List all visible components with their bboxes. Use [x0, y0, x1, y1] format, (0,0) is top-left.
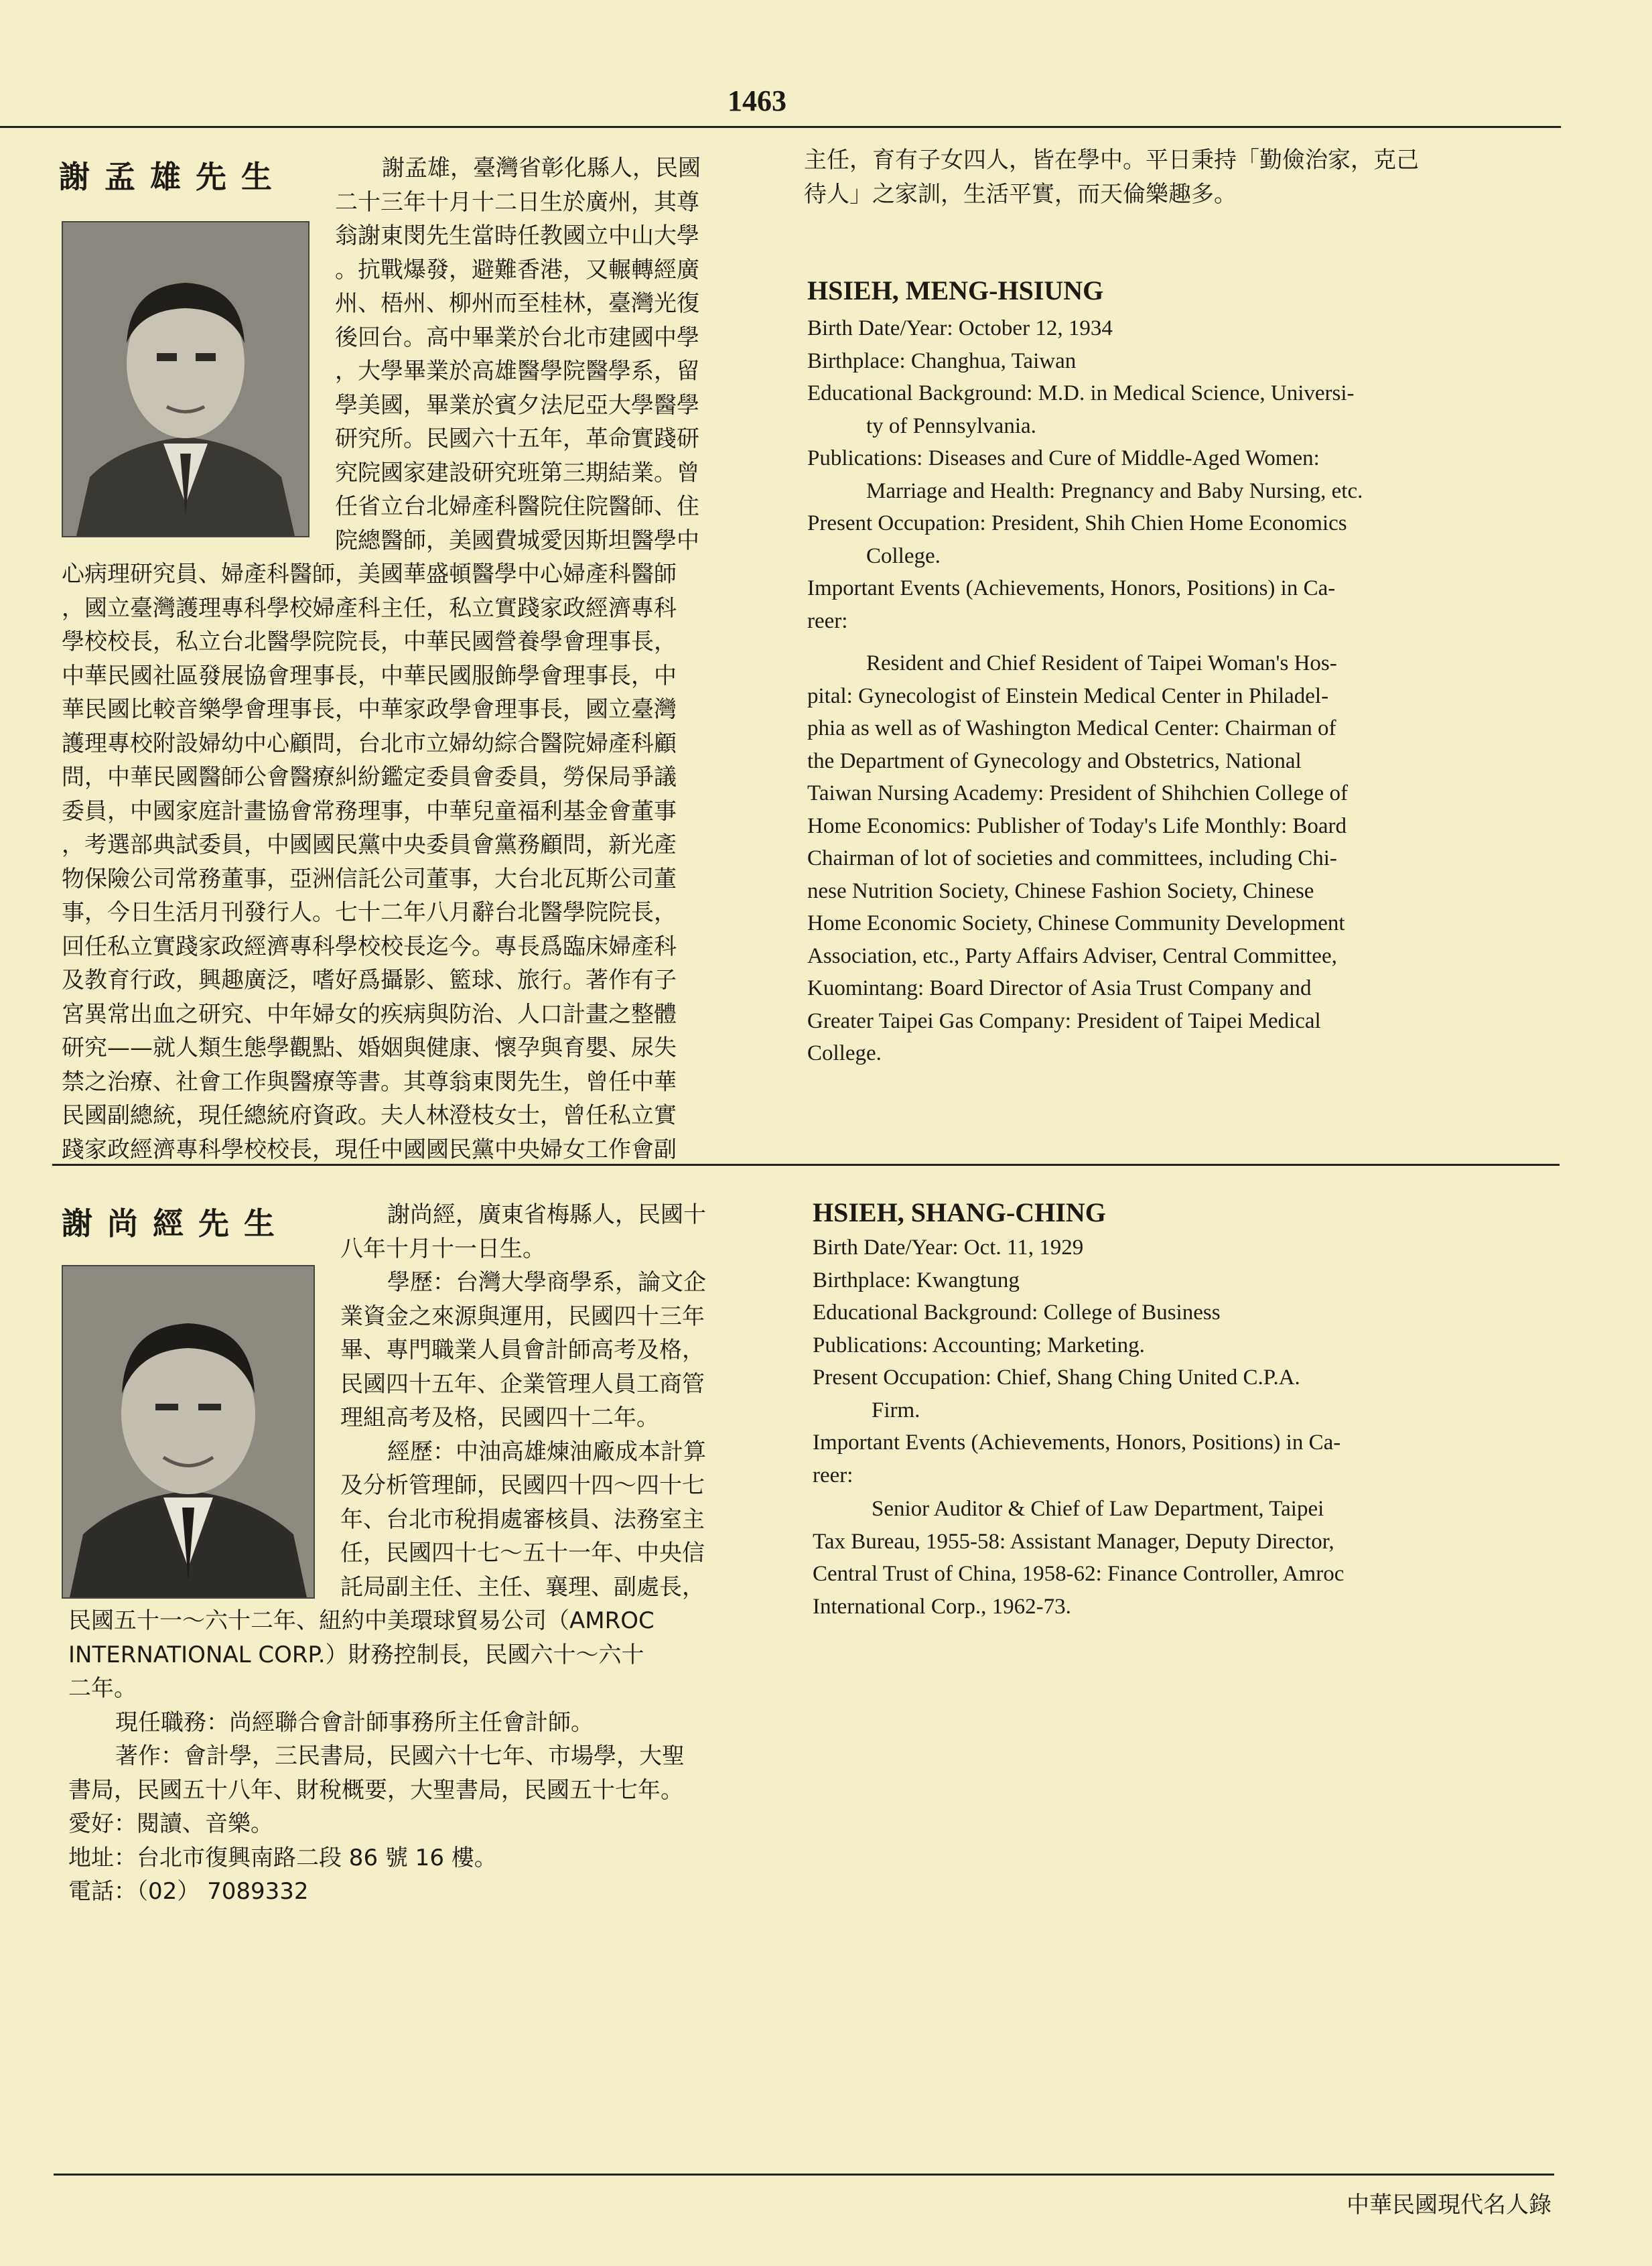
career-line: College.: [807, 1041, 882, 1065]
bio-line: ，大學畢業於高雄醫學院醫學系，留: [335, 358, 699, 385]
footer-rule: [54, 2174, 1554, 2176]
detail-line: reer:: [813, 1463, 853, 1487]
bio-line: 託局副主任、主任、襄理、副處長，: [340, 1573, 705, 1601]
career-line: Central Trust of China, 1958-62: Finance Controller, Amroc: [813, 1562, 1345, 1586]
bio-line: 畢、專門職業人員會計師高考及格，: [340, 1337, 705, 1363]
bio-line: 學美國，畢業於賓夕法尼亞大學醫學: [335, 391, 699, 419]
bio-line: 待人」之家訓，生活平實，而天倫樂趣多。: [804, 180, 1237, 208]
bio-line: 委員，中國家庭計畫協會常務理事，中華兒童福利基金會董事: [62, 797, 677, 825]
detail-line: Present Occupation: President, Shih Chien Home Economics: [807, 511, 1347, 535]
book-title-footer: 中華民國現代名人錄: [1347, 2192, 1552, 2218]
career-line: Home Economic Society, Chinese Community Development: [807, 911, 1345, 935]
bio-line: ，考選部典試委員，中國國民黨中央委員會黨務顧問，新光產: [62, 831, 677, 858]
detail-line: Publications: Diseases and Cure of Middle-Aged Women:: [807, 446, 1320, 470]
career-line: Senior Auditor & Chief of Law Department, Taipei: [872, 1497, 1324, 1521]
portrait-figure-icon: [63, 1266, 314, 1597]
bio-line: 電話：（02） 7089332: [68, 1878, 309, 1905]
detail-line: Birthplace: Changhua, Taiwan: [807, 348, 1077, 373]
detail-line: Important Events (Achievements, Honors, Positions) in Ca-: [807, 576, 1336, 600]
bio-line: 謝孟雄，臺灣省彰化縣人，民國: [382, 155, 701, 182]
career-line: Taiwan Nursing Academy: President of Shihchien College of: [807, 781, 1348, 805]
detail-line: Educational Background: M.D. in Medical Science, Universi-: [807, 381, 1355, 405]
bio-line: 學校校長，私立台北醫學院院長，中華民國營養學會理事長，: [62, 628, 677, 655]
bio-line: 華民國比較音樂學會理事長，中華家政學會理事長，國立臺灣: [62, 696, 677, 723]
bio-line: 心病理研究員、婦產科醫師，美國華盛頓醫學中心婦產科醫師: [62, 561, 677, 588]
bio-line: 州、梧州、柳州而至桂林，臺灣光復: [335, 290, 699, 317]
bio-line: 年、台北市稅捐處審核員、法務室主: [340, 1506, 705, 1533]
bio-line: 翁謝東閔先生當時任教國立中山大學: [335, 222, 699, 249]
entry1-bio-zh-continued: [804, 143, 1419, 211]
entry1-portrait-photo: [62, 221, 309, 537]
bio-line: 後回台。高中畢業於台北市建國中學: [335, 324, 699, 351]
career-line: Greater Taipei Gas Company: President of Taipei Medical: [807, 1008, 1321, 1033]
bio-line: 及分析管理師，民國四十四～四十七: [340, 1472, 705, 1499]
bio-line: 現任職務：尚經聯合會計師事務所主任會計師。: [115, 1709, 594, 1736]
entry1-en-details: [807, 312, 1363, 637]
bio-line: 研究——就人類生態學觀點、婚姻與健康、懷孕與育嬰、尿失: [62, 1035, 677, 1061]
bio-line: INTERNATIONAL CORP.）財務控制長，民國六十～六十: [68, 1641, 644, 1668]
bio-line: 究院國家建設研究班第三期結業。曾: [335, 459, 699, 486]
bio-line: ，國立臺灣護理專科學校婦產科主任，私立實踐家政經濟專科: [62, 594, 677, 622]
bio-line: 二年。: [68, 1675, 137, 1702]
bio-line: 任，民國四十七～五十一年、中央信: [340, 1540, 705, 1567]
bio-line: 地址：台北市復興南路二段 86 號 16 樓。: [68, 1844, 497, 1871]
detail-line: Important Events (Achievements, Honors, Positions) in Ca-: [813, 1430, 1341, 1455]
bio-line: 著作：會計學，三民書局，民國六十七年、市場學，大聖: [115, 1743, 685, 1770]
detail-line: ty of Pennsylvania.: [866, 413, 1036, 438]
bio-line: 八年十月十一日生。: [340, 1235, 545, 1262]
detail-line: Birth Date/Year: October 12, 1934: [807, 316, 1113, 340]
entry2-bio-zh-wide: [68, 1604, 685, 1909]
bio-line: 及教育行政，興趣廣泛，嗜好爲攝影、籃球、旅行。著作有子: [62, 967, 677, 994]
bio-line: 任省立台北婦產科醫院住院醫師、住: [335, 493, 699, 520]
page-number: 1463: [728, 84, 786, 117]
bio-line: 民國五十一～六十二年、紐約中美環球貿易公司（AMROC: [68, 1607, 655, 1634]
detail-line: Birth Date/Year: Oct. 11, 1929: [813, 1236, 1084, 1260]
entry2-en-career: [813, 1493, 1344, 1623]
bio-line: 經歷：中油高雄煉油廠成本計算: [387, 1438, 706, 1465]
career-line: Home Economics: Publisher of Today's Life Monthly: Board: [807, 813, 1347, 838]
career-line: Association, etc., Party Affairs Adviser, Central Committee,: [807, 943, 1337, 968]
entry1-bio-zh-narrow: [335, 151, 701, 557]
bio-line: 謝尚經，廣東省梅縣人，民國十: [387, 1201, 706, 1228]
detail-line: Firm.: [872, 1398, 920, 1422]
bio-line: 二十三年十月十二日生於廣州，其尊: [335, 188, 699, 216]
entry2-name-en: HSIEH, SHANG-CHING: [813, 1197, 1106, 1227]
detail-line: Educational Background: College of Business: [813, 1301, 1221, 1325]
career-line: nese Nutrition Society, Chinese Fashion Society, Chinese: [807, 878, 1314, 903]
bio-line: 。抗戰爆發，避難香港，又輾轉經廣: [335, 256, 699, 283]
bio-line: 理組高考及格，民國四十二年。: [340, 1404, 659, 1431]
bio-line: 護理專校附設婦幼中心顧問，台北市立婦幼綜合醫院婦產科顧: [62, 730, 677, 757]
detail-line: Present Occupation: Chief, Shang Ching United C.P.A.: [813, 1365, 1300, 1390]
entry1-bio-zh-wide: [62, 557, 677, 1167]
entry1-name-zh: 謝孟雄先生: [59, 159, 287, 195]
bio-line: 事，今日生活月刊發行人。七十二年八月辭台北醫學院院長，: [62, 899, 677, 926]
bio-line: 民國四十五年、企業管理人員工商管: [340, 1370, 705, 1398]
detail-line: reer:: [807, 608, 848, 633]
bio-line: 業資金之來源與運用，民國四十三年: [340, 1303, 705, 1330]
career-line: Kuomintang: Board Director of Asia Trust Company and: [807, 976, 1312, 1000]
career-line: Tax Bureau, 1955-58: Assistant Manager, Deputy Director,: [813, 1529, 1334, 1554]
entry2-en-details: [813, 1231, 1340, 1491]
bio-line: 研究所。民國六十五年，革命實踐研: [335, 425, 699, 452]
detail-line: College.: [866, 543, 941, 568]
bio-line: 民國副總統，現任總統府資政。夫人林澄枝女士，曾任私立實: [62, 1102, 677, 1129]
entry2-bio-zh-narrow: [340, 1198, 706, 1604]
bio-line: 學歷：台灣大學商學系，論文企: [387, 1269, 706, 1296]
bio-line: 主任，育有子女四人，皆在學中。平日秉持「勤儉治家，克己: [804, 147, 1419, 174]
entry2-portrait-photo: [62, 1265, 315, 1599]
portrait-figure-icon: [63, 222, 308, 536]
bio-line: 愛好：閱讀、音樂。: [68, 1810, 273, 1837]
bio-line: 禁之治療、社會工作與醫療等書。其尊翁東閔先生，曾任中華: [62, 1068, 677, 1095]
detail-line: Birthplace: Kwangtung: [813, 1268, 1020, 1292]
detail-line: Marriage and Health: Pregnancy and Baby Nursing, etc.: [866, 478, 1363, 503]
career-line: Resident and Chief Resident of Taipei Woman's Hos-: [866, 651, 1337, 675]
career-line: Chairman of lot of societies and committees, including Chi-: [807, 846, 1337, 870]
entry1-en-career: [807, 647, 1348, 1070]
entry1-name-en: HSIEH, MENG-HSIUNG: [807, 275, 1104, 306]
entry2-name-zh: 謝尚經先生: [62, 1205, 289, 1242]
top-rule: [0, 126, 1561, 128]
bio-line: 院總醫師，美國費城愛因斯坦醫學中: [335, 527, 699, 554]
bio-line: 中華民國社區發展協會理事長，中華民國服飾學會理事長，中: [62, 662, 677, 689]
bio-line: 書局，民國五十八年、財稅概要，大聖書局，民國五十七年。: [68, 1776, 683, 1804]
bio-line: 問，中華民國醫師公會醫療糾紛鑑定委員會委員，勞保局爭議: [62, 764, 677, 791]
bio-line: 回任私立實踐家政經濟專科學校校長迄今。專長爲臨床婦產科: [62, 933, 677, 960]
detail-line: Publications: Accounting; Marketing.: [813, 1333, 1145, 1357]
career-line: phia as well as of Washington Medical Center: Chairman of: [807, 716, 1336, 740]
career-line: the Department of Gynecology and Obstetrics, National: [807, 748, 1302, 773]
bio-line: 宮異常出血之研究、中年婦女的疾病與防治、人口計畫之整體: [62, 1000, 677, 1028]
career-line: International Corp., 1962-73.: [813, 1594, 1071, 1619]
bio-line: 踐家政經濟專科學校校長，現任中國國民黨中央婦女工作會副: [62, 1136, 677, 1163]
career-line: pital: Gynecologist of Einstein Medical Center in Philadel-: [807, 683, 1329, 708]
bio-line: 物保險公司常務董事，亞洲信託公司董事，大台北瓦斯公司董: [62, 865, 677, 892]
